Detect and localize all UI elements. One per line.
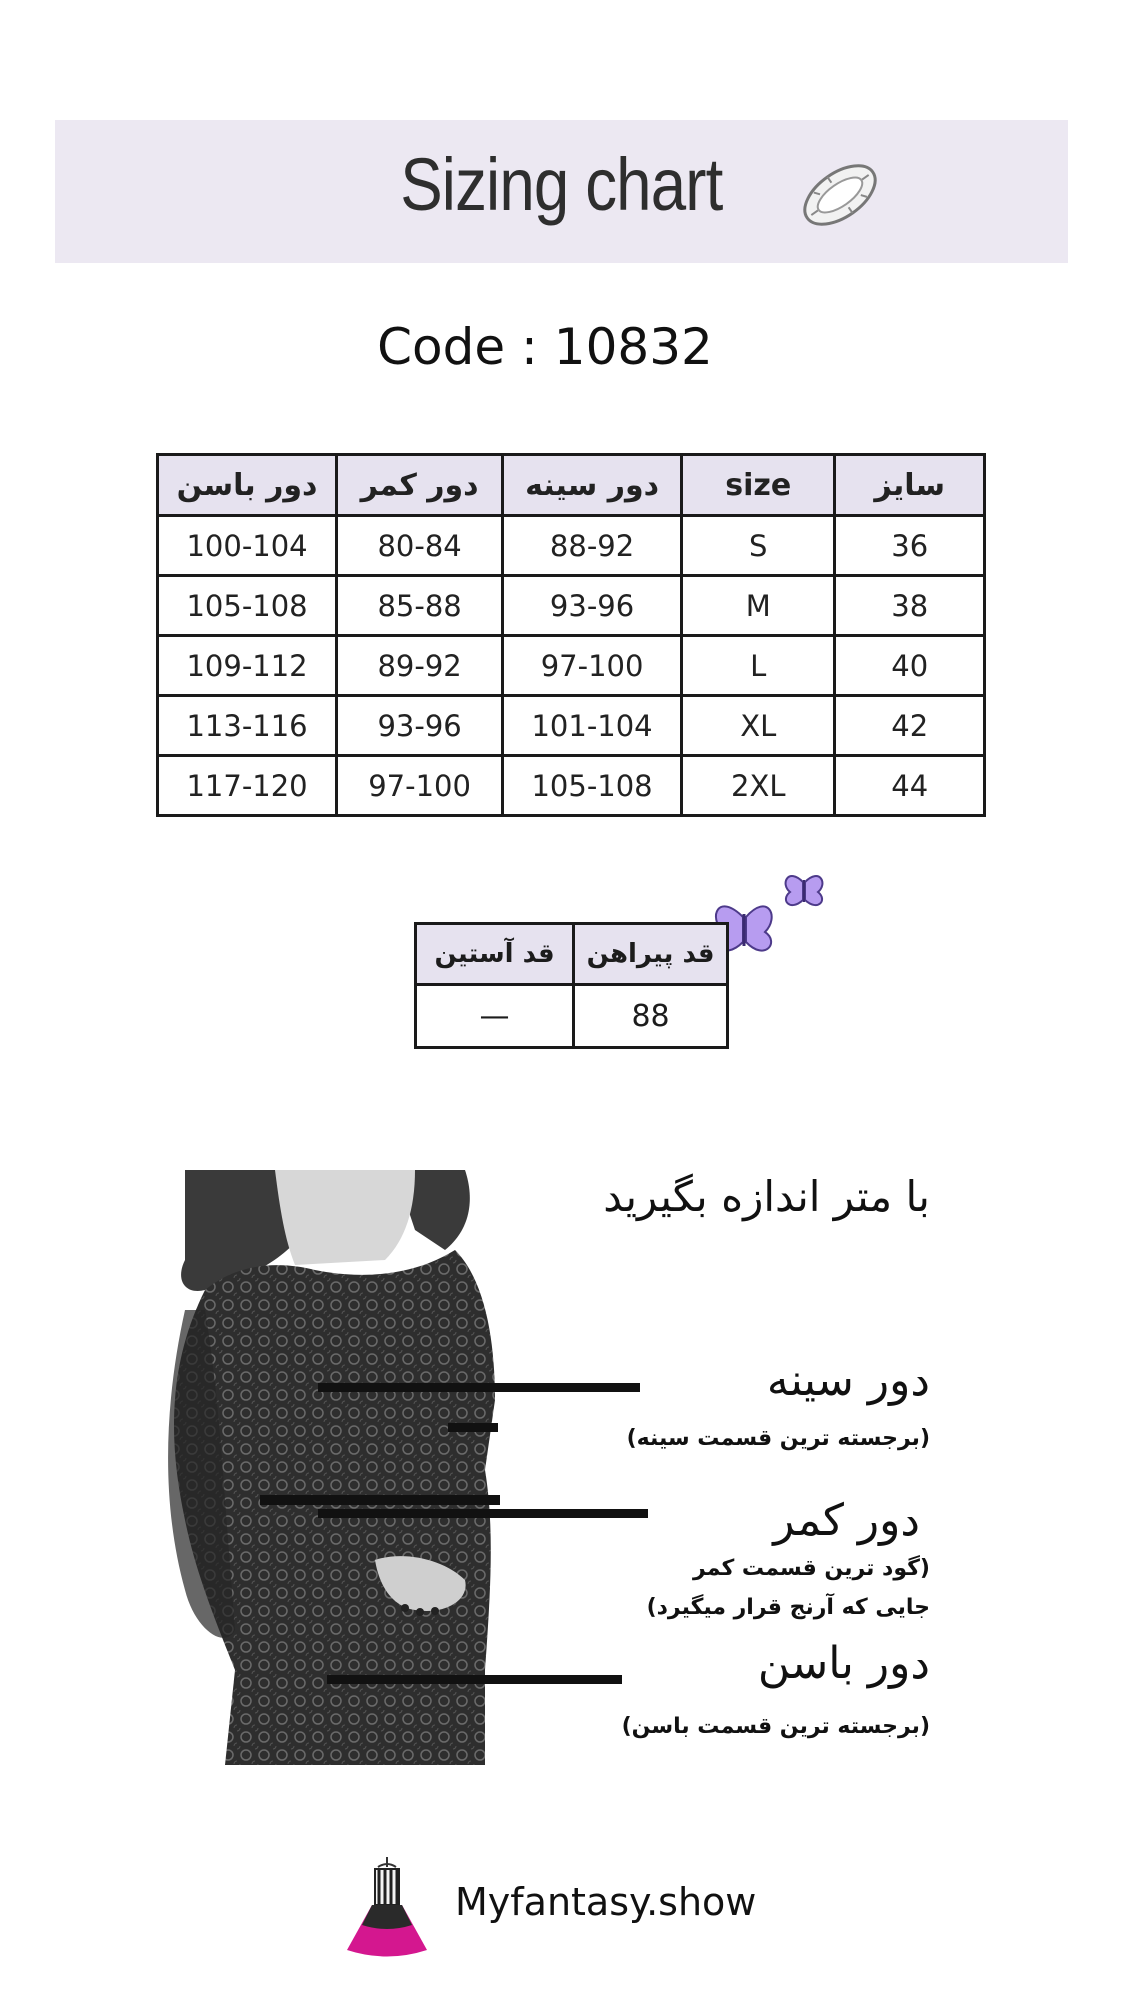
header-dress-length: قد پیراهن [574,924,728,985]
cell-waist: 85-88 [337,576,503,636]
header-banner [55,120,1068,263]
cell-waist: 97-100 [337,756,503,816]
header-size-fa: سایز [835,455,985,516]
table-row [158,756,985,816]
header-hip: دور باسن [158,455,337,516]
waist-label: دور کمر [773,1495,920,1546]
cell-waist: 93-96 [337,696,503,756]
table-row [158,516,985,576]
measuring-tape-icon [795,150,885,240]
cell-size-fa: 44 [835,756,985,816]
cell-hip: 117-120 [158,756,337,816]
table-row [158,696,985,756]
hip-note: (برجسته ترین قسمت باسن) [621,1714,930,1739]
size-table-header-row [158,455,985,516]
chest-label: دور سینه [766,1355,930,1406]
table-row [416,985,728,1048]
cell-size-fa: 42 [835,696,985,756]
cell-size-fa: 40 [835,636,985,696]
cell-size-en: XL [682,696,835,756]
length-table-header-row [416,924,728,985]
waist-note-2: جایی که آرنج قرار میگیرد) [646,1595,930,1620]
cell-waist: 80-84 [337,516,503,576]
cell-size-en: 2XL [682,756,835,816]
cell-size-fa: 36 [835,516,985,576]
cell-chest: 88-92 [503,516,682,576]
header-waist: دور کمر [337,455,503,516]
cell-hip: 105-108 [158,576,337,636]
hip-line [327,1675,622,1684]
cell-size-en: L [682,636,835,696]
product-code: Code : 10832 [377,318,713,376]
size-table [156,453,986,817]
cell-size-fa: 38 [835,576,985,636]
cell-hip: 113-116 [158,696,337,756]
cell-chest: 97-100 [503,636,682,696]
cell-sleeve-length: — [416,985,574,1048]
table-row [158,576,985,636]
cell-waist: 89-92 [337,636,503,696]
length-table [414,922,729,1049]
cell-chest: 105-108 [503,756,682,816]
header-chest: دور سینه [503,455,682,516]
chest-line-short [448,1423,498,1432]
brand-name: Myfantasy.show [455,1880,757,1924]
banner-title: Sizing chart [400,143,723,226]
chest-line [318,1383,640,1392]
hip-label: دور باسن [757,1638,930,1689]
header-size-en: size [682,455,835,516]
chest-note: (برجسته ترین قسمت سینه) [626,1426,930,1451]
waist-note-1: (گود ترین قسمت کمر [693,1556,930,1581]
waist-line [318,1509,648,1518]
measure-heading: با متر اندازه بگیرید [603,1172,930,1221]
cell-size-en: M [682,576,835,636]
dress-logo-icon [342,1855,432,1965]
header-sleeve-length: قد آستین [416,924,574,985]
cell-hip: 100-104 [158,516,337,576]
cell-hip: 109-112 [158,636,337,696]
cell-size-en: S [682,516,835,576]
cell-chest: 101-104 [503,696,682,756]
cell-chest: 93-96 [503,576,682,636]
table-row [158,636,985,696]
cell-dress-length: 88 [574,985,728,1048]
